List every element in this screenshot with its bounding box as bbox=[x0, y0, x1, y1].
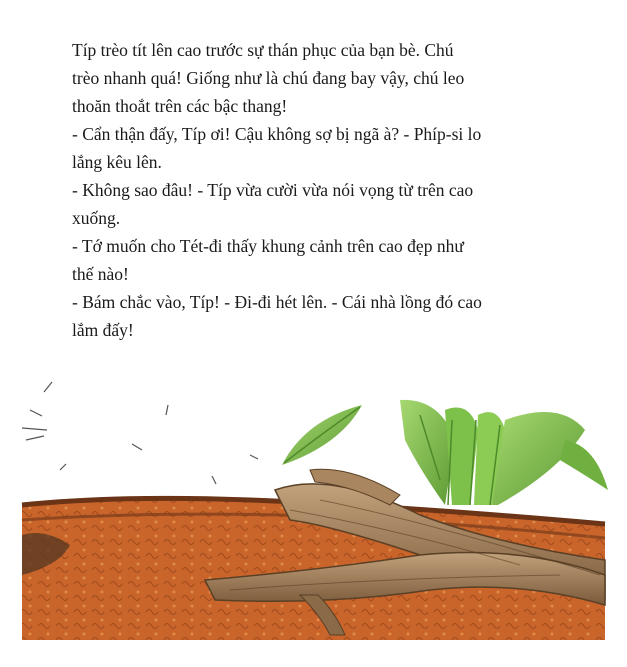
story-line: - Không sao đâu! - Típ vừa cười vừa nói vọng từ trên cao bbox=[72, 180, 474, 200]
story-line: trèo nhanh quá! Giống như là chú đang bay vậy, chú leo bbox=[72, 68, 465, 88]
story-line: lắm đấy! bbox=[72, 320, 134, 340]
story-line: Típ trèo tít lên cao trước sự thán phục của bạn bè. Chú bbox=[72, 40, 454, 60]
story-line: xuống. bbox=[72, 208, 121, 228]
story-line: thế nào! bbox=[72, 264, 129, 284]
story-line: - Cẩn thận đấy, Típ ơi! Cậu không sợ bị ngã à? - Phíp-si lo bbox=[72, 124, 482, 144]
falling-leaf-icon bbox=[282, 405, 362, 465]
story-line: lắng kêu lên. bbox=[72, 152, 162, 172]
story-line: thoăn thoắt trên các bậc thang! bbox=[72, 96, 288, 116]
story-line: - Tớ muốn cho Tét-đi thấy khung cảnh trên cao đẹp như bbox=[72, 236, 464, 256]
story-line: - Bám chắc vào, Típ! - Đi-đi hét lên. - Cái nhà lồng đó cao bbox=[72, 292, 482, 312]
falling-debris-icon bbox=[22, 382, 258, 484]
green-leaves-icon bbox=[400, 400, 608, 505]
